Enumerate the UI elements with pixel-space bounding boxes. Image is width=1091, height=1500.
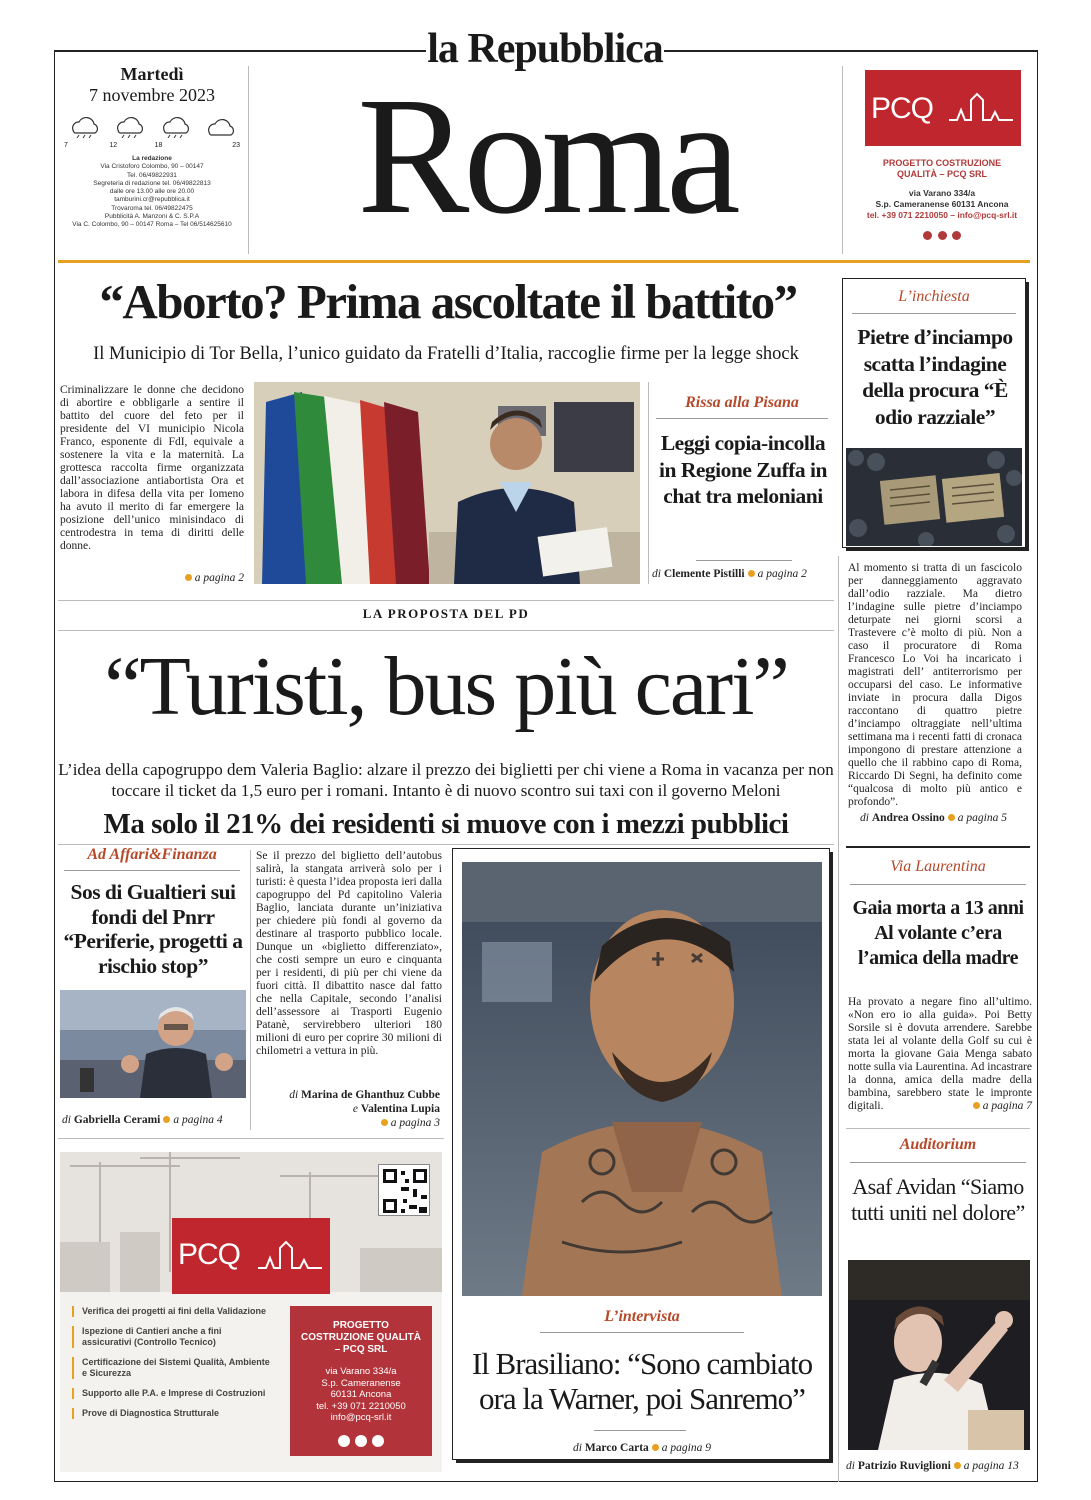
section-rule: [58, 844, 834, 845]
section-rule: [58, 600, 834, 601]
box-shadow: [456, 1460, 833, 1463]
ad-addr-line: S.p. Cameranense: [321, 1377, 401, 1389]
pcq-logo: [865, 70, 1021, 146]
intervista-kicker: L’intervista: [604, 1308, 680, 1325]
redazione-line: Trovaroma tel. 06/49822475: [111, 204, 193, 212]
redazione-line: Segreteria di redazione tel. 06/49822813: [93, 179, 211, 187]
facebook-icon[interactable]: [338, 1435, 350, 1447]
weather-temp: 12: [109, 142, 118, 149]
edition-title: Roma: [357, 63, 735, 249]
pcq-logo-text: PCQ: [178, 1238, 241, 1271]
lead-subhead: Il Municipio di Tor Bella, l’unico guidato da Fratelli d’Italia, raccoglie firme per la legge shock: [93, 344, 799, 364]
inchiesta-body: Al momento si tratta di un fascicolo per danneggiamento aggravato dall’odio razziale. Ma dietro l’indagine sulle pietre d’inciampo deturpate nei giorni scorsi a Trastevere c’è molto di più. Non a caso il procuratore di Roma Francesco Lo Voi ha incaricato i magistrati dell’ antiterrorismo per occuparsi del caso. Le informative inviate in procura dalla Digos raccontano di quattro pietre d’inciampo oltraggiate nell’ultima settimana ma i recenti fatti di cronaca impongono di prestare attenzione a quello che il rabbino capo di Roma, Riccardo Di Segni, ha definito come “qualcosa di molto più antico e profondo”.: [848, 562, 1022, 808]
bullet-dot: [163, 1116, 170, 1123]
rain-cloud-icon: [67, 116, 101, 138]
weather-temp: 18: [154, 142, 163, 149]
masthead-divider: [248, 66, 249, 254]
ad-social-icons: [850, 225, 1034, 244]
redazione-line: Via Cristoforo Colombo, 90 – 00147: [100, 163, 204, 171]
ad-social-icons: [290, 1432, 432, 1451]
auditorium-byline[interactable]: [846, 1460, 1036, 1472]
box-shadow: [1026, 282, 1029, 550]
ad-service-item: Ispezione di Cantieri anche a fini assicurativi (Controllo Tecnico): [72, 1326, 272, 1348]
title-rule: [696, 560, 792, 561]
section-rule: [846, 1128, 1030, 1129]
author-name: Patrizio Ruviglioni: [857, 1460, 951, 1472]
proposta-kicker: LA PROPOSTA DEL PD: [362, 606, 530, 621]
kicker-rule: [852, 313, 1016, 314]
kicker-rule: [540, 1332, 744, 1333]
speaker-illustration: [60, 990, 246, 1098]
affari-title[interactable]: Sos di Gualtieri sui fondi del Pnrr “Periferie, progetti a rischio stop”: [63, 880, 243, 978]
weather-slot: [109, 116, 149, 149]
pcq-logo-text: PCQ: [871, 92, 934, 125]
auditorium-photo: [848, 1260, 1030, 1450]
laurentina-kicker: Via Laurentina: [890, 858, 986, 875]
ad-service-item: Prove di Diagnostica Strutturale: [72, 1408, 272, 1419]
and-word: e: [352, 1103, 358, 1115]
weather-temp: 7: [64, 142, 68, 149]
skyline-icon: [256, 1228, 326, 1288]
bullet-dot: [948, 814, 955, 821]
weather-slot: [200, 116, 240, 149]
intervista-byline[interactable]: [462, 1442, 822, 1454]
section-rule: [58, 630, 834, 631]
instagram-icon[interactable]: [355, 1435, 367, 1447]
bullet-dot: [381, 1119, 388, 1126]
affari-byline[interactable]: [62, 1114, 248, 1126]
rain-cloud-icon: [112, 116, 146, 138]
accent-rule: [58, 260, 1030, 263]
bullet-dot: [185, 574, 192, 581]
inchiesta-kicker: L’inchiesta: [898, 288, 970, 305]
redazione-line: tamburini.cr@repubblica.it: [114, 196, 190, 204]
column-divider: [250, 850, 251, 1130]
weather-strip: [58, 116, 246, 149]
kicker-rule: [850, 884, 1026, 885]
skyline-icon: [947, 80, 1017, 140]
singer-portrait-illustration: [462, 862, 822, 1296]
ad-contact-box: [290, 1306, 432, 1456]
intervista-photo: [462, 862, 822, 1296]
ad-contact-line: tel. +39 071 2210050 – info@pcq-srl.it: [866, 210, 1018, 220]
weather-temp: 23: [232, 142, 240, 149]
by-prefix: di: [62, 1114, 71, 1126]
page-ref-text: a pagina 9: [661, 1442, 711, 1454]
date-weather-box: [58, 64, 246, 230]
date-text: 7 novembre 2023: [89, 85, 215, 105]
title-rule: [594, 1430, 686, 1431]
by-prefix: di: [289, 1089, 299, 1101]
page-ref-text: a pagina 2: [194, 572, 244, 584]
ad-top[interactable]: [850, 70, 1034, 250]
author-name: Marina de Ghanthuz Cubbe: [301, 1089, 440, 1101]
lead-headline[interactable]: “Aborto? Prima ascoltate il battito”: [99, 274, 797, 329]
day-name: Martedì: [120, 64, 184, 84]
page-ref-text: a pagina 13: [963, 1460, 1019, 1472]
section-rule: [846, 846, 1030, 848]
ad-addr-line: tel. +39 071 2210050: [316, 1400, 406, 1412]
by-prefix: di: [846, 1460, 855, 1472]
kicker-rule: [656, 418, 828, 419]
ad-company-name: PROGETTO COSTRUZIONE QUALITÀ – PCQ SRL: [882, 158, 1002, 179]
box-shadow: [846, 548, 1029, 551]
politician-office-illustration: [254, 382, 640, 584]
instagram-icon[interactable]: [938, 231, 947, 240]
page-ref-text: a pagina 7: [982, 1100, 1032, 1112]
kicker-rule: [850, 1162, 1026, 1163]
by-prefix: di: [573, 1442, 582, 1454]
memorial-stones-illustration: [846, 448, 1022, 546]
ad-bottom[interactable]: [60, 1152, 442, 1472]
rissa-kicker: Rissa alla Pisana: [685, 394, 799, 411]
ad-company-name: PROGETTO COSTRUZIONE QUALITÀ – PCQ SRL: [301, 1320, 421, 1355]
laurentina-title[interactable]: Gaia morta a 13 anni Al volante c’era l’amica della madre: [852, 897, 1024, 969]
affari-kicker: Ad Affari&Finanza: [87, 846, 217, 863]
box-shadow: [830, 852, 833, 1463]
intervista-title[interactable]: Il Brasiliano: “Sono cambiato ora la Warner, poi Sanremo”: [471, 1346, 813, 1416]
redazione-line: Tel. 06/49822931: [127, 171, 177, 179]
weather-slot: [64, 116, 104, 149]
ad-service-item: Verifica dei progetti ai fini della Validazione: [72, 1306, 272, 1317]
column-divider: [838, 556, 839, 1482]
redazione-title: La redazione: [132, 155, 172, 162]
bullet-dot: [954, 1462, 961, 1469]
by-prefix: di: [860, 812, 869, 824]
page-ref-text: a pagina 4: [173, 1114, 223, 1126]
rain-cloud-icon: [158, 116, 192, 138]
laurentina-body: Ha provato a negare fino all’ultimo. «Non ero io alla guida». Poi Betty Sorsile si è dovuta arrendere. Sarebbe stata lei al volante della Golf su cui è morta la giovane Gaia Menga sabato notte sulla via Laurentina. Ad incastrare la donna, amica della madre della bambina, sarebbero state le impronte digitali.: [848, 996, 1032, 1112]
redazione-info: [58, 155, 246, 230]
redazione-line: Via C. Colombo, 90 – 00147 Roma – Tel 06/514625610: [72, 221, 232, 229]
ad-services-list: [72, 1306, 272, 1419]
redazione-line: dalle ore 13.00 alle ore 20.00: [109, 188, 195, 196]
inchiesta-byline[interactable]: [860, 812, 1026, 824]
facebook-icon[interactable]: [923, 231, 932, 240]
linkedin-icon[interactable]: [952, 231, 961, 240]
ad-addr-line: via Varano 334/a: [325, 1366, 397, 1377]
author-name: Clemente Pistilli: [663, 568, 745, 580]
lead-body: Criminalizzare le donne che decidono di abortire e obbligarle a sentire il battito del cuore del feto per il presidente del VI municipio Nicola Franco, esponente di FdI, equivale a sostenere la vita e la maternità. La grottesca raccolta firme organizzata dall’associazione antiabortista Ora et labora in difesa della vita per Iomeno ha avuto il merito di far emergere la posizione dell’unico minisindaco di centrodestra in tema di diritti delle donne.: [60, 384, 244, 552]
author-name: Andrea Ossino: [871, 812, 945, 824]
proposta-subhead: L’idea della capogruppo dem Valeria Baglio: alzare il prezzo dei biglietti per chi viene a Roma in vacanza per non toccare il ticket da 1,5 euro per i romani. Intanto è di nuovo scontro sui taxi con il governo Meloni: [58, 760, 834, 800]
masthead-divider: [842, 66, 843, 254]
laurentina-page-ref[interactable]: [848, 1100, 1032, 1112]
rissa-byline[interactable]: [652, 568, 832, 580]
lead-page-ref[interactable]: [60, 572, 244, 584]
page-ref-text: a pagina 3: [390, 1117, 440, 1129]
ad-address: [290, 1366, 432, 1424]
ad-service-item: Certificazione dei Sistemi Qualità, Ambiente e Sicurezza: [72, 1357, 272, 1379]
ad-addr-line: S.p. Cameranense 60131 Ancona: [875, 199, 1009, 209]
proposta-second-headline[interactable]: Ma solo il 21% dei residenti si muove con i mezzi pubblici: [103, 808, 789, 840]
ad-address: [850, 188, 1034, 221]
redazione-line: Pubblicità A. Manzoni & C. S.P.A: [104, 213, 200, 221]
kicker-rule: [64, 870, 240, 871]
section-rule: [58, 1138, 444, 1139]
by-prefix: di: [652, 568, 661, 580]
concert-singer-illustration: [848, 1260, 1030, 1450]
inchiesta-photo: [846, 448, 1022, 546]
qr-code-icon: [379, 1165, 431, 1217]
cloud-icon: [203, 116, 237, 138]
ad-addr-line: 60131 Ancona: [330, 1389, 392, 1400]
pcq-logo: [172, 1218, 330, 1294]
inchiesta-title[interactable]: Pietre d’inciampo scatta l’indagine della procura “È odio razziale”: [857, 325, 1013, 429]
page-ref-text: a pagina 2: [757, 568, 807, 580]
page-ref-text: a pagina 5: [957, 812, 1007, 824]
proposta-headline[interactable]: “Turisti, bus più cari”: [104, 640, 788, 733]
qr-code[interactable]: [378, 1164, 430, 1216]
weather-slot: [155, 116, 195, 149]
author-name: Marco Carta: [584, 1442, 649, 1454]
proposta-body: Se il prezzo del biglietto dell’autobus salirà, la stangata arriverà solo per i turisti: è questa l’idea proposta ieri dalla capogruppo del Pd capitolino Valeria Baglio, lanciata durante un’iniziativa per chiedere più fondi al governo da destinare al trasporto pubblico locale. Dunque un «biglietto differenziato», che costi sempre un euro e cinquanta per i residenti, di più per chi viene da fuori città. Il dibattito nasce dal fatto che nella Capitale, secondo l’analisi dell’assessore ai Trasporti Eugenio Patanè, servirebbero ulteriori 180 milioni di euro per coprire 30 milioni di chilometri a vettura in più.: [256, 850, 442, 1057]
affari-photo: [60, 990, 246, 1098]
column-divider: [648, 382, 649, 584]
ad-addr-line: info@pcq-srl.it: [330, 1412, 392, 1423]
ad-service-item: Supporto alle P.A. e Imprese di Costruzioni: [72, 1388, 272, 1399]
proposta-byline[interactable]: [254, 1088, 440, 1130]
lead-photo: [254, 382, 640, 584]
bullet-dot: [652, 1444, 659, 1451]
brand-logo: la Repubblica: [427, 26, 663, 72]
linkedin-icon[interactable]: [372, 1435, 384, 1447]
author-name: Gabriella Cerami: [73, 1114, 161, 1126]
bullet-dot: [973, 1102, 980, 1109]
auditorium-kicker: Auditorium: [899, 1136, 977, 1153]
ad-addr-line: via Varano 334/a: [908, 188, 976, 198]
rissa-title[interactable]: Leggi copia-incolla in Regione Zuffa in chat tra meloniani: [659, 431, 827, 508]
author-name: Valentina Lupia: [360, 1103, 440, 1115]
auditorium-title[interactable]: Asaf Avidan “Siamo tutti uniti nel dolore”: [851, 1174, 1025, 1225]
bullet-dot: [748, 570, 755, 577]
